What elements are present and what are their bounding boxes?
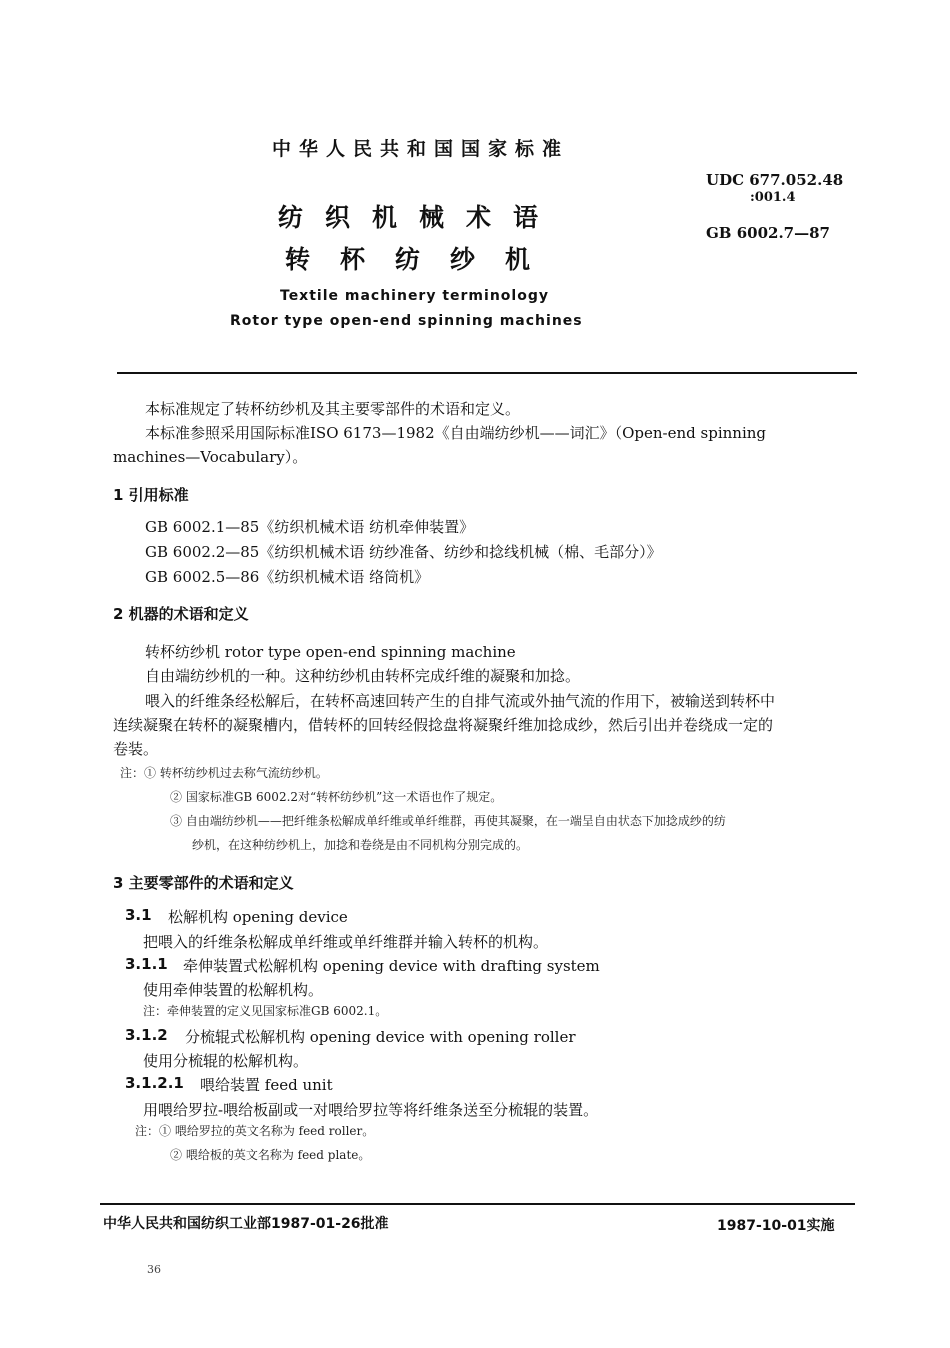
reference-3: GB 6002.5—86《纺织机械术语 络筒机》	[145, 568, 430, 586]
clause-3-1-1-number: 3.1.1	[125, 955, 168, 973]
definition-line-2: 喂入的纤维条经松解后，在转杯高速回转产生的自排气流或外抽气流的作用下，被输送到转杯中	[145, 692, 776, 710]
section-3-heading: 3 主要零部件的术语和定义	[113, 874, 294, 892]
clause-3-1-2-1-number: 3.1.2.1	[125, 1074, 184, 1092]
definition-line-1: 自由端纺纱机的一种。这种纺纱机由转杯完成纤维的凝聚和加捻。	[145, 667, 581, 685]
clause-3-1-2-1-term: 喂给装置 feed unit	[200, 1076, 333, 1094]
udc-code-line2: :001.4	[750, 190, 796, 205]
clause-3-1-1-definition: 使用牵伸装置的松解机构。	[143, 981, 324, 999]
clause-3-1-2-definition: 使用分梳辊的松解机构。	[143, 1052, 309, 1070]
clause-3-1-definition: 把喂入的纤维条松解成单纤维或单纤维群并输入转杯的机构。	[143, 933, 549, 951]
page-number: 36	[147, 1263, 161, 1276]
clause-3-1-1-term: 牵伸装置式松解机构 opening device with drafting system	[183, 957, 600, 975]
clause-3-1-2-1-note-2: ② 喂给板的英文名称为 feed plate。	[170, 1148, 371, 1162]
reference-1: GB 6002.1—85《纺织机械术语 纺机牵伸装置》	[145, 518, 475, 536]
clause-3-1-2-number: 3.1.2	[125, 1026, 168, 1044]
title-en-line1: Textile machinery terminology	[280, 288, 549, 304]
reference-2: GB 6002.2—85《纺织机械术语 纺纱准备、纺纱和捻线机械（棉、毛部分）》	[145, 543, 662, 561]
title-cn-line1: 纺织机械术语	[278, 203, 561, 232]
intro-paragraph-2-line2: machines—Vocabulary）。	[113, 448, 308, 466]
clause-3-1-2-1-note-1: 注：① 喂给罗拉的英文名称为 feed roller。	[135, 1124, 375, 1138]
note-3-line1: ③ 自由端纺纱机——把纤维条松解成单纤维或单纤维群，再使其凝聚，在一端呈自由状态下加捻成纱的纺	[170, 814, 726, 828]
clause-3-1-term: 松解机构 opening device	[168, 908, 348, 926]
approval-statement: 中华人民共和国纺织工业部1987-01-26批准	[103, 1216, 389, 1232]
clause-3-1-2-term: 分梳辊式松解机构 opening device with opening roller	[185, 1028, 576, 1046]
udc-code-line1: UDC 677.052.48	[706, 171, 844, 189]
clause-3-1-1-note: 注：牵伸装置的定义见国家标准GB 6002.1。	[143, 1004, 388, 1018]
section-2-heading: 2 机器的术语和定义	[113, 605, 249, 623]
section-1-heading: 1 引用标准	[113, 486, 189, 504]
gb-number: GB 6002.7—87	[706, 224, 830, 242]
footer-divider	[100, 1203, 855, 1205]
header-divider	[117, 372, 857, 374]
national-standard-title: 中华人民共和国国家标准	[272, 138, 570, 160]
term-rotor-spinning-machine: 转杯纺纱机 rotor type open-end spinning machine	[145, 643, 516, 661]
definition-line-4: 卷装。	[113, 740, 159, 758]
intro-paragraph-1: 本标准规定了转杯纺纱机及其主要零部件的术语和定义。	[145, 400, 521, 418]
clause-3-1-2-1-definition: 用喂给罗拉-喂给板副或一对喂给罗拉等将纤维条送至分梳辊的装置。	[143, 1101, 599, 1119]
intro-paragraph-2-line1: 本标准参照采用国际标准ISO 6173—1982《自由端纺纱机——词汇》（Open-end spinning	[145, 424, 767, 442]
title-en-line2: Rotor type open-end spinning machines	[230, 313, 583, 329]
note-2: ② 国家标准GB 6002.2对“转杯纺纱机”这一术语也作了规定。	[170, 790, 503, 804]
note-3-line2: 纱机，在这种纺纱机上，加捻和卷绕是由不同机构分别完成的。	[192, 838, 529, 852]
effective-date: 1987-10-01实施	[717, 1218, 835, 1234]
title-cn-line2: 转杯纺纱机	[285, 245, 561, 274]
note-1: 注：① 转杯纺纱机过去称气流纺纱机。	[120, 766, 328, 780]
clause-3-1-number: 3.1	[125, 906, 152, 924]
definition-line-3: 连续凝聚在转杯的凝聚槽内，借转杯的回转经假捻盘将凝聚纤维加捻成纱，然后引出并卷绕成一定的	[113, 716, 774, 734]
